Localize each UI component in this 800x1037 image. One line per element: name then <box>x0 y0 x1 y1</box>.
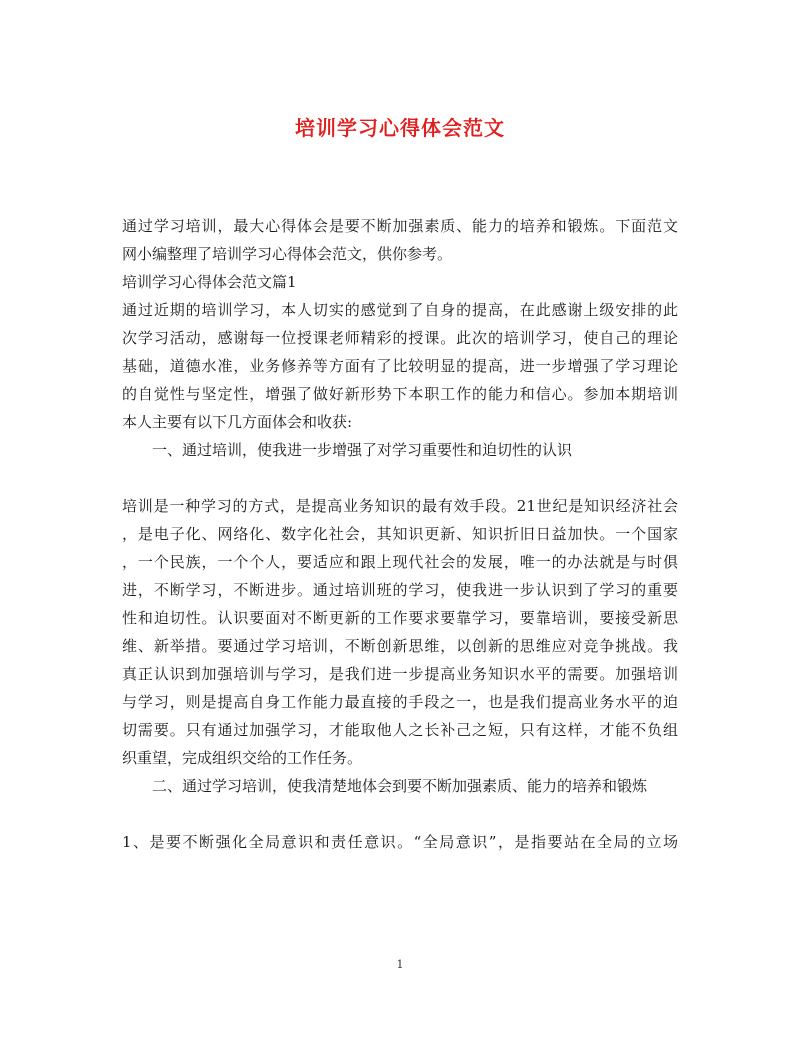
intro-line: 通过学习培训，最大心得体会是要不断加强素质、能力的培养和锻炼。下面范文 <box>122 217 678 235</box>
document-body <box>122 212 678 856</box>
blank-line <box>122 800 678 828</box>
paragraph-line: 性和迫切性。认识要面对不断更新的工作要求要靠学习，要靠培训，要接受新思 <box>122 609 678 627</box>
paragraph-line: 次学习活动，感谢每一位授课老师精彩的授课。此次的培训学习，使自己的理论 <box>122 329 678 347</box>
paragraph-line: 培训是一种学习的方式，是提高业务知识的最有效手段。21世纪是知识经济社会 <box>122 497 678 515</box>
paragraph-line: 通过近期的培训学习，本人切实的感觉到了自身的提高，在此感谢上级安排的此 <box>122 301 678 319</box>
paragraph-line: 真正认识到加强培训与学习，是我们进一步提高业务知识水平的需要。加强培训 <box>122 665 678 683</box>
paragraph-line: 1、是要不断强化全局意识和责任意识。“全局意识”，是指要站在全局的立场 <box>122 833 678 851</box>
paragraph-line: 基础，道德水准，业务修养等方面有了比较明显的提高，进一步增强了学习理论 <box>122 357 678 375</box>
paragraph-line: 进，不断学习，不断进步。通过培训班的学习，使我进一步认识到了学习的重要 <box>122 581 678 599</box>
paragraph-line: 维、新举措。要通过学习培训，不断创新思维，以创新的思维应对竞争挑战。我 <box>122 637 678 655</box>
paragraph-line: 本人主要有以下几方面体会和收获: <box>122 413 353 431</box>
paragraph-line: ，一个民族，一个个人，要适应和跟上现代社会的发展，唯一的办法就是与时俱 <box>122 553 678 571</box>
paragraph-line: 织重望，完成组织交给的工作任务。 <box>122 749 363 767</box>
heading-one: 一、通过培训，使我进一步增强了对学习重要性和迫切性的认识 <box>152 441 573 459</box>
paragraph-line: 切需要。只有通过加强学习，才能取他人之长补己之短，只有这样，才能不负组 <box>122 721 678 739</box>
paragraph-line: ，是电子化、网络化、数字化社会，其知识更新、知识折旧日益加快。一个国家 <box>122 525 678 543</box>
document-title: 培训学习心得体会范文 <box>295 116 505 140</box>
page-number: 1 <box>396 958 404 971</box>
heading-two: 二、通过学习培训，使我清楚地体会到要不断加强素质、能力的培养和锻炼 <box>152 777 648 795</box>
paragraph-line: 的自觉性与坚定性，增强了做好新形势下本职工作的能力和信心。参加本期培训 <box>122 385 678 403</box>
paragraph-line: 与学习，则是提高自身工作能力最直接的手段之一，也是我们提高业务水平的迫 <box>122 693 678 711</box>
section-title: 培训学习心得体会范文篇1 <box>122 273 297 291</box>
blank-line <box>122 464 678 492</box>
intro-line: 网小编整理了培训学习心得体会范文，供你参考。 <box>122 245 453 263</box>
